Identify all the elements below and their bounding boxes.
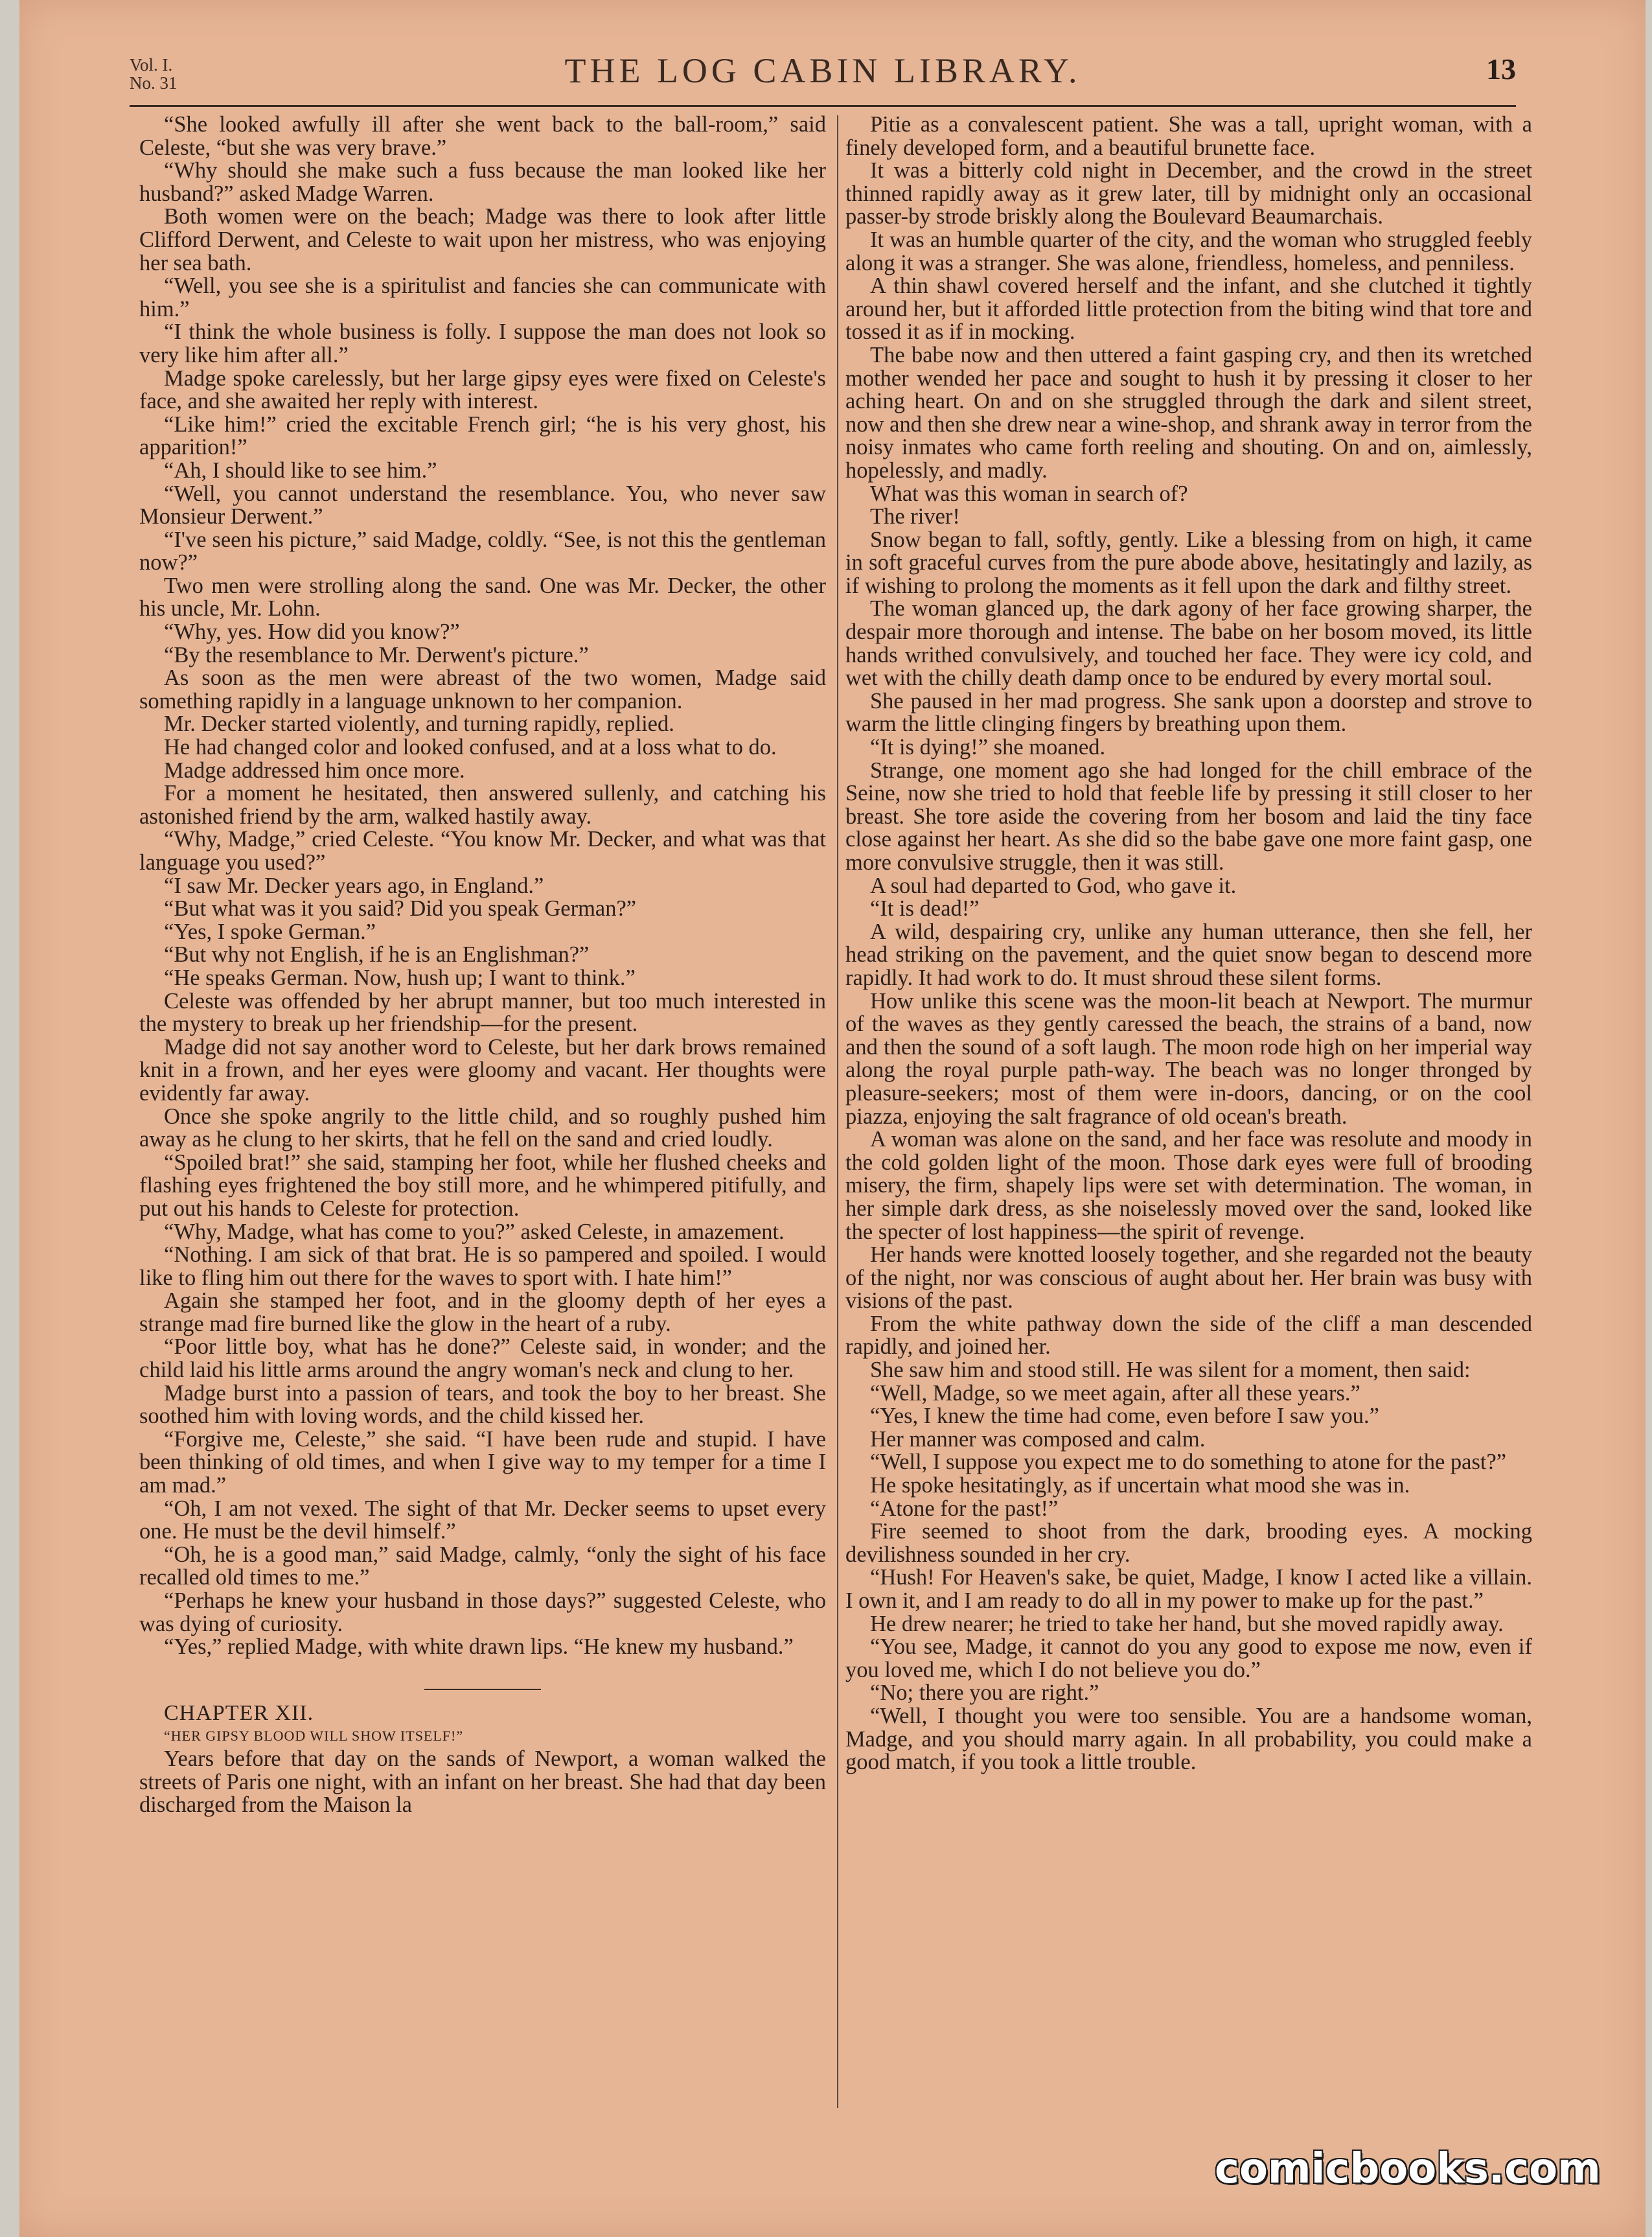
paragraph: “Like him!” cried the excitable French girl; “he is his very ghost, his apparition!” [139, 411, 826, 460]
paragraph: “I've seen his picture,” said Madge, coldly. “See, is not this the gentleman now?” [139, 527, 826, 575]
paragraph: “He speaks German. Now, hush up; I want to think.” [164, 965, 636, 990]
chapter-opening-text [139, 1748, 826, 1817]
paragraph: “Why, Madge, what has come to you?” asked Celeste, in amazement. [164, 1219, 785, 1244]
paragraph: Two men were strolling along the sand. One was Mr. Decker, the other his uncle, Mr. Lohn. [139, 573, 826, 621]
paragraph: Fire seemed to shoot from the dark, brooding eyes. A mocking devilishness sounded in her cry. [845, 1519, 1532, 1567]
paragraph: “But what was it you said? Did you speak German?” [164, 896, 637, 921]
paragraph: “Perhaps he knew your husband in those days?” suggested Celeste, who was dying of curiosity. [139, 1588, 826, 1636]
chapter-rule [424, 1689, 541, 1690]
paragraph: Years before that day on the sands of Newport, a woman walked the streets of Paris one night, with an infant on her breast. She had that day been discharged from the Maison la [139, 1746, 826, 1818]
right-column [845, 113, 1532, 2113]
paragraph: “Ah, I should like to see him.” [164, 458, 437, 483]
paragraph: The babe now and then uttered a faint gasping cry, and then its wretched mother wended her pace and sought to hush it by pressing it closer to her aching heart. On and on she struggled through the dark and silent street, now and then she drew near a wine-shop, and shrank away in terror from the noisy inmates who came forth reeling and shouting. On and on, aimlessly, hopelessly, and madly. [845, 342, 1532, 483]
paragraph: “Hush! For Heaven's sake, be quiet, Madge, I know I acted like a villain. I own it, and I am ready to do all in my power to make up for the past.” [845, 1565, 1532, 1613]
paragraph: It was an humble quarter of the city, and the woman who struggled feebly along it was a stranger. She was alone, friendless, homeless, and penniless. [845, 227, 1532, 275]
paragraph: “Yes, I knew the time had come, even before I saw you.” [870, 1404, 1379, 1429]
watermark-logo: comicbooks.com [1215, 2145, 1601, 2193]
paragraph: Madge spoke carelessly, but her large gipsy eyes were fixed on Celeste's face, and she awaited her reply with interest. [139, 365, 826, 414]
paragraph: The woman glanced up, the dark agony of her face growing sharper, the despair more thorough and intense. The babe on her bosom moved, its little hands writhed convulsively, and touched her face. They were icy cold, and wet with the chilly death damp once to be endured by every mortal soul. [845, 596, 1532, 691]
paragraph: “Oh, he is a good man,” said Madge, calmly, “only the sight of his face recalled old times to me.” [139, 1542, 826, 1590]
paragraph: “Well, you see she is a spiritulist and fancies she can communicate with him.” [139, 273, 826, 321]
left-column [139, 113, 826, 2113]
paragraph: Pitie as a convalescent patient. She was a tall, upright woman, with a finely developed form, and a beautiful brunette face. [845, 113, 1532, 160]
paragraph: It was a bitterly cold night in December, and the crowd in the street thinned rapidly away as it grew later, till by midnight only an occasional passer-by strode briskly along the Boulevard Beaumarchais. [845, 158, 1532, 229]
paragraph: Madge addressed him once more. [164, 758, 465, 783]
paragraph: “Why, Madge,” cried Celeste. “You know Mr. Decker, and what was that language you used?” [139, 827, 826, 875]
paragraph: “Atone for the past!” [870, 1496, 1059, 1521]
paragraph: He had changed color and looked confused, and at a loss what to do. [164, 735, 777, 760]
paragraph: “Oh, I am not vexed. The sight of that Mr. Decker seems to upset every one. He must be the devil himself.” [139, 1496, 826, 1544]
paragraph: “But why not English, if he is an Englishman?” [164, 942, 590, 968]
paragraph: “Well, I thought you were too sensible. You are a handsome woman, Madge, and you should marry again. In all probability, you could make a good match, if you took a little trouble. [845, 1703, 1532, 1775]
paragraph: “You see, Madge, it cannot do you any good to expose me now, even if you loved me, which I do not believe you do.” [845, 1634, 1532, 1682]
chapter-title: CHAPTER XII. [164, 1700, 314, 1725]
paragraph: A woman was alone on the sand, and her face was resolute and moody in the cold golden light of the moon. Those dark eyes were full of brooding misery, the firm, shapely lips were set with determination. The woman, in her simple dark dress, as she noiselessly moved over the sand, looked like the specter of lost happiness—the spirit of revenge. [845, 1127, 1532, 1244]
chapter-subtitle: “HER GIPSY BLOOD WILL SHOW ITSELF!” [164, 1728, 464, 1744]
paragraph: He spoke hesitatingly, as if uncertain what mood she was in. [870, 1473, 1410, 1498]
paragraph: “No; there you are right.” [870, 1680, 1099, 1706]
paragraph: “Poor little boy, what has he done?” Celeste said, in wonder; and the child laid his little arms around the angry woman's neck and clung to her. [139, 1334, 826, 1383]
paragraph: “Yes,” replied Madge, with white drawn lips. “He knew my husband.” [164, 1634, 794, 1660]
paragraph: “Well, you cannot understand the resemblance. You, who never saw Monsieur Derwent.” [139, 481, 826, 529]
paragraph: He drew nearer; he tried to take her hand, but she moved rapidly away. [870, 1611, 1504, 1636]
paragraph: Mr. Decker started violently, and turning rapidly, replied. [164, 712, 674, 737]
header-rule [130, 105, 1516, 107]
paragraph: “Why should she make such a fuss because the man looked like her husband?” asked Madge Warren. [139, 158, 826, 206]
paragraph: Madge burst into a passion of tears, and took the boy to her breast. She soothed him with loving words, and the child kissed her. [139, 1380, 826, 1429]
left-column-text [139, 113, 826, 1659]
paragraph: “Well, I suppose you expect me to do something to atone for the past?” [870, 1450, 1507, 1475]
paragraph: From the white pathway down the side of the cliff a man descended rapidly, and joined her. [845, 1311, 1532, 1360]
volume-label: Vol. I. [130, 55, 173, 75]
paragraph: Strange, one moment ago she had longed for the chill embrace of the Seine, now she tried to hold that feeble life by pressing it still closer to her breast. She tore aside the covering from her bosom and laid the tiny face close against her heart. As she did so the babe gave one more faint gasp, one more convulsive struggle, then it was still. [845, 758, 1532, 875]
paragraph: “Why, yes. How did you know?” [164, 620, 460, 645]
paragraph: Both women were on the beach; Madge was there to look after little Clifford Derwent, and Celeste to wait upon her mistress, who was enjoying her sea bath. [139, 204, 826, 275]
paragraph: “Well, Madge, so we meet again, after all these years.” [870, 1380, 1360, 1406]
paragraph: As soon as the men were abreast of the two women, Madge said something rapidly in a language unknown to her companion. [139, 666, 826, 713]
paragraph: A thin shawl covered herself and the infant, and she clutched it tightly around her, but it afforded little protection from the biting wind that tore and tossed it as if in mocking. [845, 273, 1532, 345]
paragraph: Her hands were knotted loosely together, and she regarded not the beauty of the night, nor was conscious of aught about her. Her brain was busy with visions of the past. [845, 1242, 1532, 1314]
paragraph: “I think the whole business is folly. I suppose the man does not look so very like him after all.” [139, 319, 826, 367]
paragraph: Once she spoke angrily to the little child, and so roughly pushed him away as he clung to her skirts, that he fell on the sand and cried loudly. [139, 1104, 826, 1152]
paragraph: “It is dying!” she moaned. [870, 735, 1106, 760]
paragraph: “It is dead!” [870, 896, 980, 921]
right-column-text [845, 113, 1532, 1774]
paragraph: “She looked awfully ill after she went back to the ball-room,” said Celeste, “but she was very brave.” [139, 113, 826, 160]
paragraph: Celeste was offended by her abrupt manner, but too much interested in the mystery to break up her friendship—for the present. [139, 988, 826, 1037]
paragraph: She paused in her mad progress. She sank upon a doorstep and strove to warm the little clinging fingers by breathing upon them. [845, 688, 1532, 737]
paragraph: How unlike this scene was the moon-lit beach at Newport. The murmur of the waves as they gently caressed the beach, the strains of a band, now and then the sound of a soft laugh. The moon rode high on her imperial way along the royal purple path-way. The beach was no longer thronged by pleasure-seekers; most of them were in-doors, dancing, or on the cool piazza, enjoying the salt fragrance of old ocean's breath. [845, 988, 1532, 1129]
paragraph: “I saw Mr. Decker years ago, in England.” [164, 873, 544, 898]
paragraph: A soul had departed to God, who gave it. [870, 873, 1237, 898]
page-header [130, 51, 1516, 102]
paragraph: The river! [870, 504, 960, 529]
column-divider [837, 115, 838, 2108]
paragraph: Again she stamped her foot, and in the gloomy depth of her eyes a strange mad fire burned like the glow in the heart of a ruby. [139, 1288, 826, 1336]
paragraph: “Forgive me, Celeste,” she said. “I have been rude and stupid. I have been thinking of old times, and when I give way to my temper for a time I am mad.” [139, 1426, 826, 1498]
paragraph: “Nothing. I am sick of that brat. He is so pampered and spoiled. I would like to fling him out there for the waves to sport with. I hate him!” [139, 1242, 826, 1290]
page-number: 13 [1486, 52, 1516, 86]
paragraph: A wild, despairing cry, unlike any human utterance, then she fell, her head striking on the pavement, and the quiet snow began to descend more rapidly. It had work to do. It must shroud these silent forms. [845, 919, 1532, 990]
paragraph: What was this woman in search of? [870, 481, 1188, 506]
paragraph: “Yes, I spoke German.” [164, 919, 376, 944]
paragraph: She saw him and stood still. He was silent for a moment, then said: [870, 1358, 1471, 1383]
paragraph: “Spoiled brat!” she said, stamping her foot, while her flushed cheeks and flashing eyes frightened the boy still more, and he whimpered pitifully, and put out his hands to Celeste for protection. [139, 1150, 826, 1221]
paragraph: “By the resemblance to Mr. Derwent's picture.” [164, 642, 589, 667]
paragraph: Snow began to fall, softly, gently. Like a blessing from on high, it came in soft graceful curves from the pure abode above, hesitatingly and lazily, as if wishing to prolong the moments as it fell upon the dark and filthy street. [845, 527, 1532, 598]
issue-label: No. 31 [130, 73, 178, 93]
publication-title: THE LOG CABIN LIBRARY. [564, 51, 1081, 90]
paragraph: Madge did not say another word to Celeste, but her dark brows remained knit in a frown, and her eyes were gloomy and vacant. Her thoughts were evidently far away. [139, 1034, 826, 1106]
paragraph: For a moment he hesitated, then answered sullenly, and catching his astonished friend by the arm, walked hastily away. [139, 781, 826, 829]
paragraph: Her manner was composed and calm. [870, 1426, 1206, 1452]
